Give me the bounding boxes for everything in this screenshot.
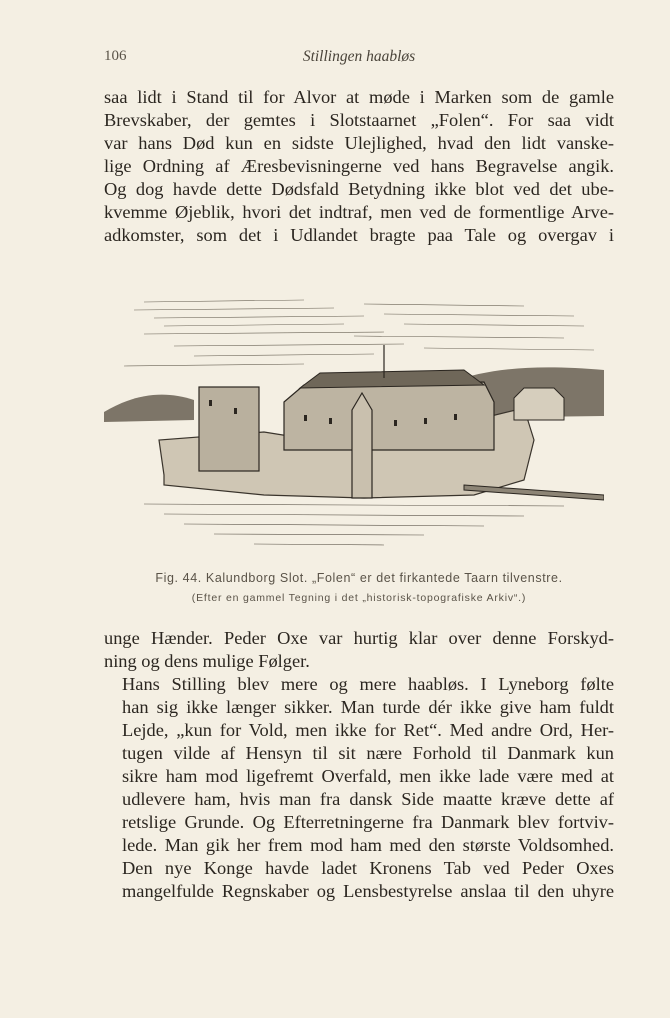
- paragraph-1: [104, 627, 614, 673]
- round-tower: [352, 393, 372, 498]
- text-line: saa lidt i Stand til for Alvor at møde i Marken som de gamle: [104, 87, 614, 107]
- castle-engraving-figure: [104, 290, 604, 560]
- castle-roof: [300, 370, 484, 388]
- text-line: var hans Død kun en sidste Ulejlighed, hvad den lidt vanske-: [104, 133, 614, 153]
- folen-tower: [199, 387, 259, 471]
- body-text-bottom: [104, 627, 614, 903]
- text-line: lede. Man gik her frem mod ham med den største Voldsomhed.: [122, 835, 614, 855]
- text-line: Brevskaber, der gemtes i Slotstaarnet „Folen“. For saa vidt: [104, 110, 614, 130]
- body-text-top: [104, 86, 614, 247]
- left-tree-line: [104, 395, 194, 422]
- figure-caption: Fig. 44. Kalundborg Slot. „Folen“ er det firkantede Taarn tilvenstre.: [155, 571, 563, 585]
- text-line: ning og dens mulige Følger.: [104, 651, 310, 671]
- paragraph-continued: [104, 86, 614, 247]
- text-line: unge Hænder. Peder Oxe var hurtig klar over denne Forskyd-: [104, 628, 614, 648]
- text-line: retslige Grunde. Og Efterretningerne fra Danmark blev fortviv-: [122, 812, 614, 832]
- water-hatching: [144, 504, 564, 545]
- text-line: adkomster, som det i Udlandet bragte paa Tale og overgav i: [104, 225, 614, 245]
- bridge: [464, 485, 604, 500]
- paragraph-2: [104, 673, 614, 903]
- kalundborg-castle-illustration: [104, 290, 604, 560]
- page-header: [104, 48, 614, 72]
- page-number: 106: [104, 48, 127, 64]
- text-line: Den nye Konge havde ladet Kronens Tab ved Peder Oxes: [122, 858, 614, 878]
- distant-house: [514, 388, 564, 420]
- text-line: kvemme Øjeblik, hvori det indtraf, men ved de formentlige Arve-: [104, 202, 614, 222]
- text-line: Lejde, „kun for Vold, men ikke for Ret“. Med andre Ord, Her-: [122, 720, 614, 740]
- figure-credit: (Efter en gammel Tegning i det „historisk-topografiske Arkiv“.): [191, 592, 527, 604]
- text-line: Hans Stilling blev mere og mere haabløs. I Lyneborg følte: [122, 674, 614, 694]
- text-line: mangelfulde Regnskaber og Lensbestyrelse anslaa til den uhyre: [122, 881, 614, 901]
- text-line: tugen vilde af Hensyn til sit nære Forhold til Danmark kun: [122, 743, 614, 763]
- text-line: han sig ikke længer sikker. Man turde dér ikke give ham fuldt: [122, 697, 614, 717]
- sky-hatching: [124, 300, 594, 366]
- text-line: lige Ordning af Æresbevisningerne ved hans Begravelse angik.: [104, 156, 614, 176]
- text-line: Og dog havde dette Dødsfald Betydning ikke blot ved det ube-: [104, 179, 614, 199]
- main-castle-building: [284, 382, 494, 450]
- text-line: sikre ham mod ligefremt Overfald, men ikke lade være med at: [122, 766, 614, 786]
- running-title: Stillingen haabløs: [302, 48, 416, 65]
- text-line: udlevere ham, hvis man fra dansk Side maatte kræve dette af: [122, 789, 614, 809]
